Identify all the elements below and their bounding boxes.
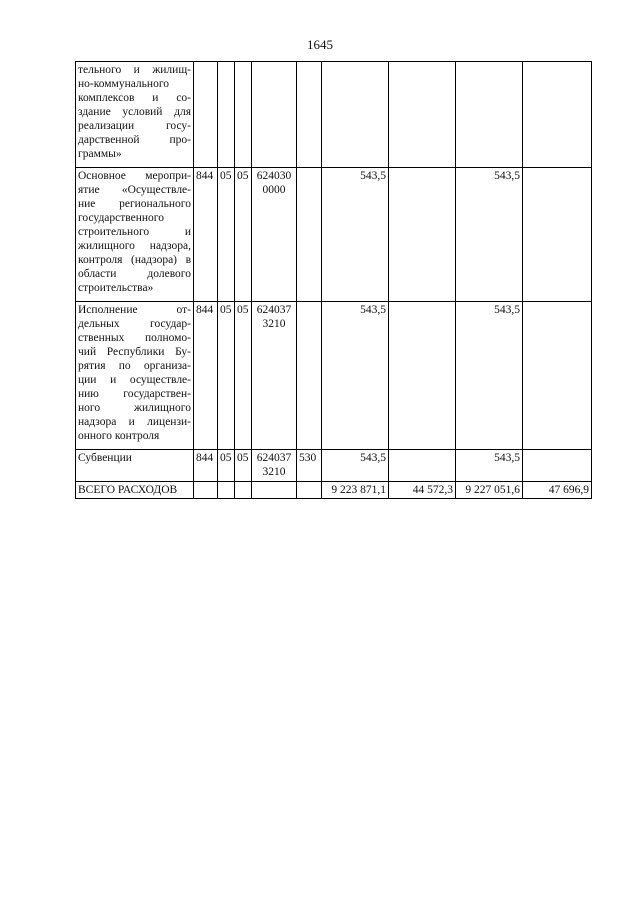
value-cell [523, 302, 592, 450]
row-name-line: здание условий для [78, 106, 191, 118]
row-name-line: области долевого [78, 268, 191, 280]
value-cell: 543,5 [456, 450, 523, 482]
total-value-cell: 44 572,3 [389, 482, 456, 499]
gr-code-cell: 844 [194, 168, 218, 302]
row-name-line: Исполнение от- [78, 304, 191, 316]
pr-code-cell: 05 [235, 302, 252, 450]
row-name-line: ственных полномо- [78, 332, 191, 344]
row-name-cell [76, 450, 194, 482]
row-name-line: Субвенции [78, 452, 132, 464]
value-cell [389, 302, 456, 450]
empty-cell [235, 482, 252, 499]
row-name-line: государственного [78, 212, 164, 224]
csr-code-cell [252, 302, 297, 450]
row-name-cell [76, 302, 194, 450]
row-name-line: рятия по организа- [78, 360, 191, 372]
row-name-line: Основное меропри- [78, 170, 191, 182]
csr-line: 3210 [262, 466, 286, 478]
row-name-line: контроля (надзора) в [78, 254, 191, 266]
value-cell [523, 168, 592, 302]
row-name-line: ции и осуществле- [78, 374, 191, 386]
gr-code-cell [194, 62, 218, 168]
total-label: ВСЕГО РАСХОДОВ [76, 482, 194, 499]
pr-code-cell: 05 [235, 168, 252, 302]
row-name-line: надзора и лицензи- [78, 416, 191, 428]
vr-code-cell [297, 302, 322, 450]
row-name-line: комплексов и со- [78, 92, 191, 104]
row-name-line: ного жилищного [78, 402, 191, 414]
total-value-cell: 9 227 051,6 [456, 482, 523, 499]
row-name-line: но-коммунального [78, 78, 170, 90]
csr-code-cell [252, 168, 297, 302]
row-name-line: ние регионального [78, 198, 191, 210]
value-cell [523, 62, 592, 168]
row-name-cell [76, 168, 194, 302]
pr-code-cell [235, 62, 252, 168]
row-name-line: чий Республики Бу- [78, 346, 191, 358]
csr-code-cell [252, 62, 297, 168]
page-number: 1645 [307, 37, 333, 52]
row-name-line: дельных государ- [78, 318, 191, 330]
row-name-line: ятие «Осуществле- [78, 184, 191, 196]
table-row [76, 302, 592, 450]
value-cell [523, 450, 592, 482]
table-row [76, 62, 592, 168]
value-cell: 543,5 [322, 168, 389, 302]
value-cell [322, 62, 389, 168]
row-name-line: граммы» [78, 148, 122, 160]
vr-code-cell [297, 168, 322, 302]
empty-cell [218, 482, 235, 499]
rz-code-cell [218, 62, 235, 168]
total-value-cell: 9 223 871,1 [322, 482, 389, 499]
row-name-line: жилищного надзора, [78, 240, 191, 252]
row-name-line: нию государствен- [78, 388, 191, 400]
row-name-line: дарственной про- [78, 134, 191, 146]
rz-code-cell: 05 [218, 168, 235, 302]
table-body [76, 62, 592, 499]
budget-table [75, 61, 592, 499]
total-row [76, 482, 592, 499]
empty-cell [252, 482, 297, 499]
table-row [76, 168, 592, 302]
csr-line: 624037 [256, 304, 292, 316]
gr-code-cell: 844 [194, 302, 218, 450]
csr-code-cell [252, 450, 297, 482]
vr-code-cell [297, 62, 322, 168]
value-cell: 543,5 [322, 302, 389, 450]
row-name-line: онного контроля [78, 430, 160, 442]
value-cell: 543,5 [456, 168, 523, 302]
total-value-cell: 47 696,9 [523, 482, 592, 499]
value-cell [389, 62, 456, 168]
value-cell [389, 450, 456, 482]
csr-line: 3210 [262, 318, 286, 330]
csr-line: 624037 [256, 452, 292, 464]
empty-cell [194, 482, 218, 499]
csr-line: 0000 [262, 184, 286, 196]
value-cell: 543,5 [322, 450, 389, 482]
csr-line: 624030 [256, 170, 292, 182]
row-name-line: реализации госу- [78, 120, 191, 132]
value-cell [456, 62, 523, 168]
rz-code-cell: 05 [218, 302, 235, 450]
rz-code-cell: 05 [218, 450, 235, 482]
table-row [76, 450, 592, 482]
vr-code-cell: 530 [297, 450, 322, 482]
row-name-line: строительного и [78, 226, 191, 238]
value-cell [389, 168, 456, 302]
value-cell: 543,5 [456, 302, 523, 450]
gr-code-cell: 844 [194, 450, 218, 482]
row-name-line: тельного и жилищ- [78, 64, 191, 76]
row-name-line: строительства» [78, 282, 154, 294]
empty-cell [297, 482, 322, 499]
row-name-cell [76, 62, 194, 168]
pr-code-cell: 05 [235, 450, 252, 482]
